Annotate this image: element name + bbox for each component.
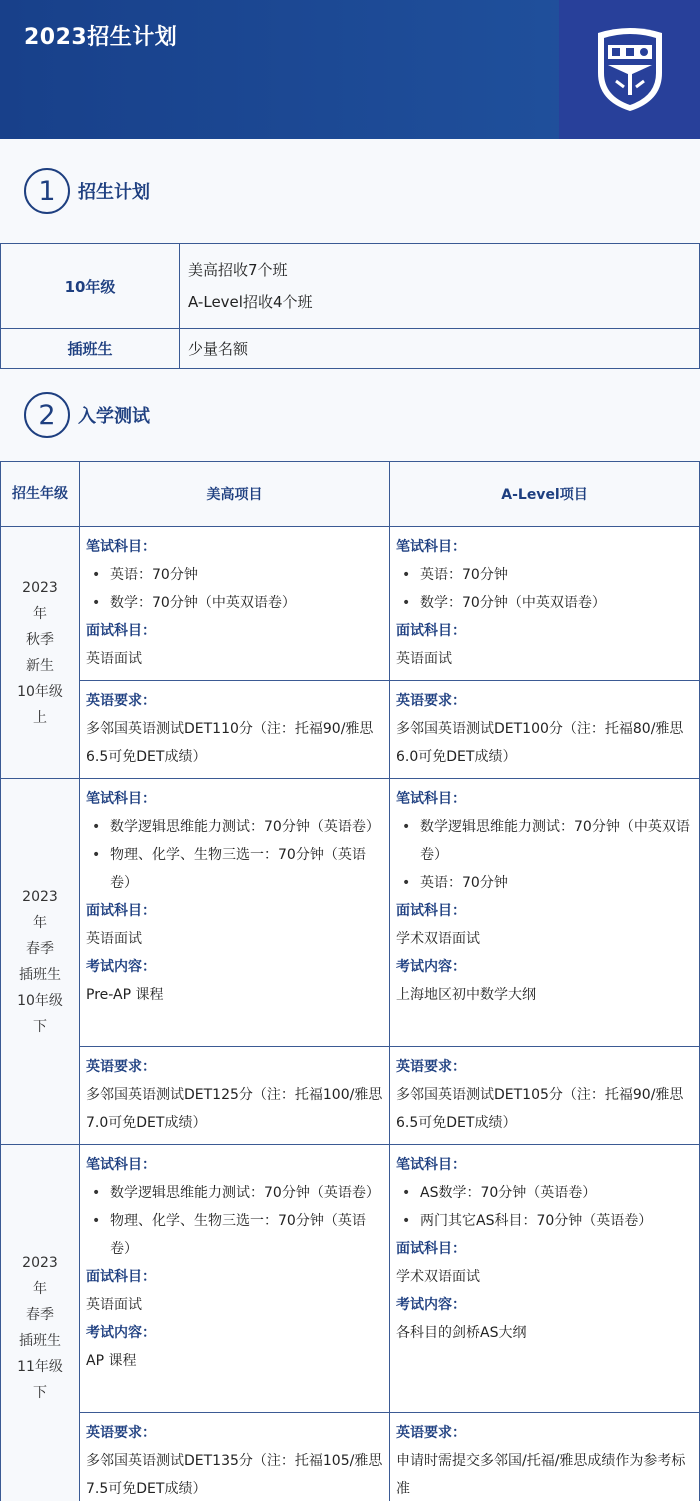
english-requirement-label: 英语要求： xyxy=(396,1059,466,1075)
list-item: • AS数学：70分钟（英语卷） xyxy=(396,1179,693,1207)
plan-line: A-Level招收4个班 xyxy=(188,293,313,311)
table-header-row xyxy=(1,462,700,527)
plan-detail-cell xyxy=(180,244,700,329)
plan-detail-cell xyxy=(180,329,700,369)
grade-cell xyxy=(1,1145,80,1501)
us-exam-cell xyxy=(80,1145,390,1413)
grade-line: 春季 xyxy=(26,1306,54,1323)
page-title: 2023招生计划 xyxy=(24,25,178,50)
us-english-cell xyxy=(80,681,390,779)
section-title: 招生计划 xyxy=(78,182,150,203)
plan-line: 美高招收7个班 xyxy=(188,261,288,279)
table-row xyxy=(1,527,700,681)
exam-list xyxy=(396,1179,693,1235)
alevel-exam-cell xyxy=(390,779,700,1047)
exam-content-label: 考试内容： xyxy=(396,1297,466,1313)
grade-cell xyxy=(1,527,80,779)
interview-text: 学术双语面试 xyxy=(396,931,480,947)
exam-list xyxy=(86,561,383,617)
interview-text: 英语面试 xyxy=(86,1297,142,1313)
interview-label: 面试科目： xyxy=(86,1269,156,1285)
exam-list xyxy=(396,813,693,897)
exam-list xyxy=(86,1179,383,1263)
exam-list xyxy=(86,813,383,897)
interview-label: 面试科目： xyxy=(396,623,466,639)
list-item: • 数学逻辑思维能力测试：70分钟（英语卷） xyxy=(86,813,383,841)
school-logo xyxy=(559,0,700,139)
grade-line: 下 xyxy=(33,1384,47,1401)
section-title: 入学测试 xyxy=(78,406,150,427)
table-row xyxy=(1,681,700,779)
plan-line: 少量名额 xyxy=(188,339,249,358)
alevel-english-cell xyxy=(390,1413,700,1501)
grade-line: 年 xyxy=(33,914,47,931)
list-item: • 数学：70分钟（中英双语卷） xyxy=(396,589,693,617)
written-exam-label: 笔试科目： xyxy=(86,1157,156,1173)
exam-content-label: 考试内容： xyxy=(86,1325,156,1341)
exam-content-label: 考试内容： xyxy=(396,959,466,975)
interview-text: 英语面试 xyxy=(86,651,142,667)
interview-text: 学术双语面试 xyxy=(396,1269,480,1285)
section-number-badge: 1 xyxy=(24,168,70,214)
us-english-cell xyxy=(80,1413,390,1501)
english-requirement-label: 英语要求： xyxy=(86,693,156,709)
english-requirement-label: 英语要求： xyxy=(396,693,466,709)
list-item: • 数学：70分钟（中英双语卷） xyxy=(86,589,383,617)
list-item: • 英语：70分钟 xyxy=(396,561,693,589)
interview-label: 面试科目： xyxy=(86,903,156,919)
interview-label: 面试科目： xyxy=(396,1241,466,1257)
exam-content-text: 上海地区初中数学大纲 xyxy=(396,987,536,1003)
plan-grade-cell: 插班生 xyxy=(1,329,180,369)
grade-line: 10年级 xyxy=(17,992,63,1009)
list-item: • 数学逻辑思维能力测试：70分钟（中英双语卷） xyxy=(396,813,693,869)
list-item: • 物理、化学、生物三选一：70分钟（英语卷） xyxy=(86,841,383,897)
english-requirement-text: 多邻国英语测试DET135分（注：托福105/雅思7.5可免DET成绩） xyxy=(86,1453,383,1497)
english-requirement-text: 多邻国英语测试DET125分（注：托福100/雅思7.0可免DET成绩） xyxy=(86,1087,383,1131)
english-requirement-text: 多邻国英语测试DET105分（注：托福90/雅思6.5可免DET成绩） xyxy=(396,1087,684,1131)
column-header-alevel: A-Level项目 xyxy=(390,462,700,527)
grade-line: 下 xyxy=(33,1018,47,1035)
table-row xyxy=(1,1047,700,1145)
section-plan-heading xyxy=(0,139,700,243)
grade-line: 插班生 xyxy=(19,966,61,983)
grade-line: 10年级 xyxy=(17,683,63,700)
written-exam-label: 笔试科目： xyxy=(86,539,156,555)
grade-line: 2023 xyxy=(22,1254,58,1271)
list-item: • 英语：70分钟 xyxy=(396,869,693,897)
table-row xyxy=(1,1413,700,1501)
alevel-exam-cell xyxy=(390,527,700,681)
interview-label: 面试科目： xyxy=(396,903,466,919)
alevel-exam-cell xyxy=(390,1145,700,1413)
alevel-english-cell xyxy=(390,1047,700,1145)
us-english-cell xyxy=(80,1047,390,1145)
written-exam-label: 笔试科目： xyxy=(396,1157,466,1173)
table-row xyxy=(1,244,700,329)
exam-content-text: 各科目的剑桥AS大纲 xyxy=(396,1325,527,1341)
english-requirement-text: 多邻国英语测试DET100分（注：托福80/雅思6.0可免DET成绩） xyxy=(396,721,684,765)
interview-text: 英语面试 xyxy=(86,931,142,947)
section-test-heading xyxy=(0,369,700,461)
list-item: • 数学逻辑思维能力测试：70分钟（英语卷） xyxy=(86,1179,383,1207)
admission-test-table xyxy=(0,461,700,1501)
table-row xyxy=(1,779,700,1047)
table-row xyxy=(1,329,700,369)
written-exam-label: 笔试科目： xyxy=(396,539,466,555)
grade-line: 2023 xyxy=(22,888,58,905)
grade-line: 2023 xyxy=(22,579,58,596)
plan-grade-cell: 10年级 xyxy=(1,244,180,329)
exam-content-text: AP 课程 xyxy=(86,1353,137,1369)
section-number-badge: 2 xyxy=(24,392,70,438)
interview-text: 英语面试 xyxy=(396,651,452,667)
exam-content-text: Pre-AP 课程 xyxy=(86,987,164,1003)
enrollment-plan-table xyxy=(0,243,700,369)
grade-line: 上 xyxy=(33,709,47,726)
interview-label: 面试科目： xyxy=(86,623,156,639)
list-item: • 英语：70分钟 xyxy=(86,561,383,589)
grade-line: 11年级 xyxy=(17,1358,63,1375)
english-requirement-label: 英语要求： xyxy=(86,1059,156,1075)
english-requirement-text: 申请时需提交多邻国/托福/雅思成绩作为参考标准 xyxy=(396,1453,686,1497)
grade-line: 新生 xyxy=(26,657,54,674)
list-item: • 两门其它AS科目：70分钟（英语卷） xyxy=(396,1207,693,1235)
grade-line: 年 xyxy=(33,605,47,622)
grade-line: 插班生 xyxy=(19,1332,61,1349)
column-header-us: 美高项目 xyxy=(80,462,390,527)
list-item: • 物理、化学、生物三选一：70分钟（英语卷） xyxy=(86,1207,383,1263)
alevel-english-cell xyxy=(390,681,700,779)
grade-line: 秋季 xyxy=(26,631,54,648)
written-exam-label: 笔试科目： xyxy=(86,791,156,807)
us-exam-cell xyxy=(80,779,390,1047)
grade-line: 年 xyxy=(33,1280,47,1297)
english-requirement-label: 英语要求： xyxy=(86,1425,156,1441)
page-header xyxy=(0,0,700,139)
grade-line: 春季 xyxy=(26,940,54,957)
grade-cell xyxy=(1,779,80,1145)
exam-content-label: 考试内容： xyxy=(86,959,156,975)
english-requirement-text: 多邻国英语测试DET110分（注：托福90/雅思6.5可免DET成绩） xyxy=(86,721,374,765)
us-exam-cell xyxy=(80,527,390,681)
school-crest-icon xyxy=(590,25,670,115)
column-header-grade: 招生年级 xyxy=(1,462,80,527)
written-exam-label: 笔试科目： xyxy=(396,791,466,807)
exam-list xyxy=(396,561,693,617)
table-row xyxy=(1,1145,700,1413)
english-requirement-label: 英语要求： xyxy=(396,1425,466,1441)
